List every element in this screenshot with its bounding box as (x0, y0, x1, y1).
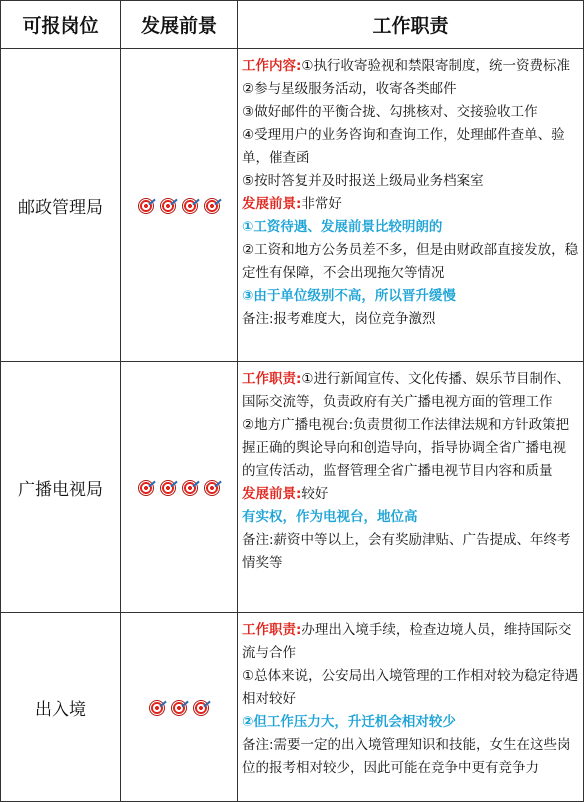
target-icon (138, 480, 154, 496)
table-row (1, 613, 584, 802)
position-name: 广播电视局 (1, 362, 121, 613)
highlight-text: 有实权，作为电视台，地位高 (242, 509, 418, 525)
highlight-text: ①工资待遇、发展前景比较明朗的 (242, 219, 443, 235)
duty-text: ①执行收寄验视和禁限寄制度，统一资费标准 (301, 58, 571, 74)
duty-text: 较好 (301, 486, 329, 502)
duty-text: 备注:薪资中等以上，会有奖励津贴、广告提成、年终考情奖等 (242, 532, 571, 571)
section-label: 工作内容: (242, 58, 302, 74)
duty-text: 非常好 (301, 196, 342, 212)
position-name: 出入境 (1, 613, 121, 802)
prospect-rating (121, 49, 238, 362)
duty-text: ②参与星级服务活动，收寄各类邮件 (242, 81, 457, 97)
target-icon (160, 480, 176, 496)
duty-text: ①进行新闻宣传、文化传播、娱乐节目制作、国际交流等，负责政府有关广播电视方面的管理工作 (242, 371, 571, 410)
duty-line (242, 193, 579, 216)
duty-line (242, 308, 579, 331)
prospect-rating (121, 613, 238, 802)
duties-cell (238, 362, 584, 613)
position-name: 邮政管理局 (1, 49, 121, 362)
target-icon (182, 480, 198, 496)
duty-line (242, 506, 579, 529)
duty-text: 备注:报考难度大，岗位竞争激烈 (242, 311, 436, 327)
duty-line (242, 285, 579, 308)
duties-cell (238, 49, 584, 362)
duty-line (242, 78, 579, 101)
duty-line (242, 483, 579, 506)
target-icon (149, 700, 165, 716)
duty-text: ⑤按时答复并及时报送上级局业务档案室 (242, 173, 484, 189)
table-row (1, 362, 584, 613)
target-icon (182, 198, 198, 214)
duty-line (242, 216, 579, 239)
header-duties: 工作职责 (238, 1, 584, 49)
target-icon (138, 198, 154, 214)
header-row (1, 1, 584, 49)
section-label: 工作职责: (242, 622, 302, 638)
target-icon (160, 198, 176, 214)
target-icon (193, 700, 209, 716)
header-prospect: 发展前景 (121, 1, 238, 49)
header-position: 可报岗位 (1, 1, 121, 49)
section-label: 发展前景: (242, 196, 302, 212)
table-row (1, 49, 584, 362)
prospect-rating (121, 362, 238, 613)
highlight-text: ②但工作压力大，升迁机会相对较少 (242, 714, 456, 730)
duty-line (242, 55, 579, 78)
duty-line (242, 368, 579, 414)
highlight-text: ③由于单位级别不高，所以晋升缓慢 (242, 288, 456, 304)
duty-line (242, 619, 579, 665)
duty-line (242, 170, 579, 193)
target-icon (204, 198, 220, 214)
duty-line (242, 665, 579, 711)
duty-text: ③做好邮件的平衡合拢、勾挑核对、交接验收工作 (242, 104, 538, 120)
duties-cell (238, 613, 584, 802)
section-label: 发展前景: (242, 486, 302, 502)
duty-line (242, 239, 579, 285)
duty-line (242, 734, 579, 780)
duty-line (242, 529, 579, 575)
duty-line (242, 124, 579, 170)
table-body (1, 49, 584, 802)
duty-text: 备注:需要一定的出入境管理知识和技能，女生在这些岗位的报考相对较少，因此可能在竞争中更有竞争力 (242, 737, 571, 776)
duty-text: ②地方广播电视台:负责贯彻工作法律法规和方针政策把握正确的舆论导向和创造导向，指导协调全省广播电视的宣传活动，监督管理全省广播电视节目内容和质量 (242, 417, 570, 479)
target-icon (204, 480, 220, 496)
duty-text: ④受理用户的业务咨询和查询工作，处理邮件查单、验单，催查函 (242, 127, 565, 166)
duty-text: ②工资和地方公务员差不多，但是由财政部直接发放，稳定性有保障，不会出现拖欠等情况 (242, 242, 579, 281)
duty-text: ①总体来说，公安局出入境管理的工作相对较为稳定待遇相对较好 (242, 668, 579, 707)
duty-text: 办理出入境手续，检查边境人员，维持国际交流与合作 (242, 622, 572, 661)
duty-line (242, 711, 579, 734)
duty-line (242, 414, 579, 483)
duty-line (242, 101, 579, 124)
target-icon (171, 700, 187, 716)
section-label: 工作职责: (242, 371, 302, 387)
